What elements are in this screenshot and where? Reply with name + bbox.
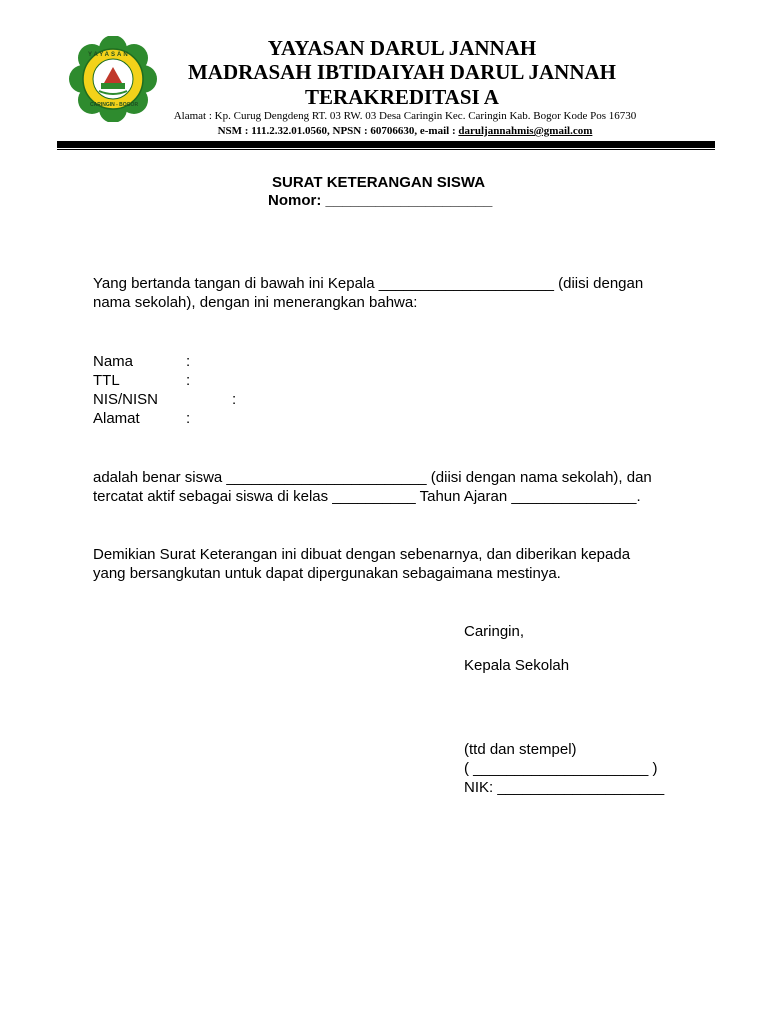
field-label: Nama: [93, 353, 134, 370]
closing-line: yang bersangkutan untuk dapat dipergunakan sebagaimana mestinya.: [93, 565, 561, 582]
closing-line: Demikian Surat Keterangan ini dibuat dengan sebenarnya, dan diberikan kepada: [93, 546, 631, 563]
letterhead: [140, 36, 664, 110]
field-label: NIS/NISN: [93, 391, 159, 408]
accreditation: TERAKREDITASI A: [305, 85, 499, 109]
field-separator: :: [186, 372, 191, 389]
field-row-nama: [93, 352, 236, 371]
status-line: tercatat aktif sebagai siswa di kelas __________ Tahun Ajaran _______________.: [93, 488, 641, 505]
field-row-ttl: [93, 371, 236, 390]
signature-name-line: ( _____________________ ): [464, 760, 658, 777]
field-separator: :: [186, 410, 191, 427]
header-divider: [57, 141, 715, 148]
intro-line: Yang bertanda tangan di bawah ini Kepala _____________________ (diisi dengan: [93, 275, 644, 292]
logo-top-text: YAYASAN: [88, 52, 130, 58]
identifiers: NSM : 111.2.32.01.0560, NPSN : 60706630, e-mail :: [217, 125, 459, 137]
foundation-name: YAYASAN DARUL JANNAH: [267, 36, 537, 60]
field-separator: :: [232, 391, 237, 408]
status-paragraph: [93, 468, 652, 506]
email-link[interactable]: daruljannahmis@gmail.com: [458, 125, 593, 137]
intro-line: nama sekolah), dengan ini menerangkan bahwa:: [93, 294, 418, 311]
student-fields: [93, 352, 236, 428]
field-row-alamat: [93, 409, 236, 428]
closing-paragraph: [93, 545, 630, 583]
document-title: SURAT KETERANGAN SISWA: [272, 174, 486, 191]
field-label: TTL: [93, 372, 120, 389]
signature-block: [464, 740, 664, 797]
field-separator: :: [186, 353, 191, 370]
signature-note: (ttd dan stempel): [464, 741, 577, 758]
address: Alamat : Kp. Curug Dengdeng RT. 03 RW. 03 Desa Caringin Kec. Caringin Kab. Bogor Kode Pos 16730: [173, 110, 637, 122]
identifiers-line: [150, 124, 660, 138]
school-name: MADRASAH IBTIDAIYAH DARUL JANNAH: [187, 60, 617, 84]
header-divider-thin: [57, 149, 715, 150]
signature-position: Kepala Sekolah: [464, 657, 570, 674]
status-line: adalah benar siswa ________________________ (diisi dengan nama sekolah), dan: [93, 469, 652, 486]
field-label: Alamat: [93, 410, 140, 427]
logo-bottom-text: CARINGIN - BOGOR: [90, 102, 139, 108]
intro-paragraph: [93, 274, 643, 312]
signature-place: Caringin,: [464, 623, 525, 640]
document-number: Nomor: ____________________: [268, 192, 493, 209]
field-row-nis: [93, 390, 236, 409]
signature-nik: NIK: ____________________: [464, 779, 665, 796]
